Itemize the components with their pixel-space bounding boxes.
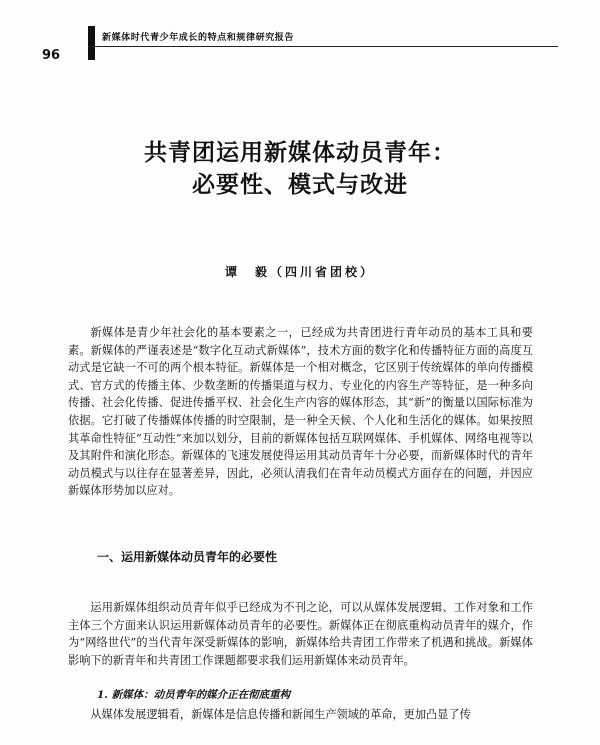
body-paragraph-continued: 从媒体发展逻辑看，新媒体是信息传播和新闻生产领域的革命，更加凸显了传	[90, 708, 471, 721]
title-line-1: 共青团运用新媒体动员青年：	[144, 139, 456, 166]
header-rule	[88, 46, 558, 47]
running-head: 新媒体时代青少年成长的特点和规律研究报告	[102, 33, 295, 43]
header-bar	[88, 26, 95, 60]
author-line: 谭 毅（四川省团校）	[224, 265, 375, 279]
page-number: 96	[42, 48, 61, 63]
abstract-paragraph: 新媒体是青少年社会化的基本要素之一，已经成为共青团进行青年动员的基本工具和要素。新媒体的严谨表述是“数字化互动式新媒体”，技术方面的数字化和传播特征方面的高度互动式是它缺一不可的两个根本特征。新媒体是一个相对概念，它区别于传统媒体的单向传播模式、官方式的传播主体、少数垄断的传播渠道与权力、专业化的内容生产等特征，是一种多向传播、社会化传播、促进传播平权、社会化生产内容的媒体形态，其“新”的衡量以国际标准为依据。它打破了传播媒体传播的时空限制，是一种全天候、个人化和生活化的媒体。如果按照其革命性特征“互动性”来加以划分，目前的新媒体包括互联网媒体、手机媒体、网络电视等以及其附件和演化形态。新媒体的飞速发展使得运用其动员青年十分必要，而新媒体时代的青年动员模式与以往存在显著差异，因此，必须认清我们在青年动员模式方面存在的问题，并因应新媒体形势加以应对。	[68, 326, 533, 498]
section-heading: 一、运用新媒体动员青年的必要性	[97, 550, 278, 564]
article-title	[70, 137, 530, 201]
subsection-heading: 1. 新媒体：动员青年的媒介正在彻底重构	[97, 689, 291, 701]
title-line-2: 必要性、模式与改进	[192, 171, 408, 198]
body-paragraph: 运用新媒体组织动员青年似乎已经成为不刊之论，可以从媒体发展逻辑、工作对象和工作主体三个方面来认识运用新媒体动员青年的必要性。新媒体正在彻底重构动员青年的媒介，作为“网络世代”的当代青年深受新媒体的影响，新媒体给共青团工作带来了机遇和挑战。新媒体影响下的新青年和共青团工作课题都要求我们运用新媒体来动员青年。	[68, 601, 533, 667]
